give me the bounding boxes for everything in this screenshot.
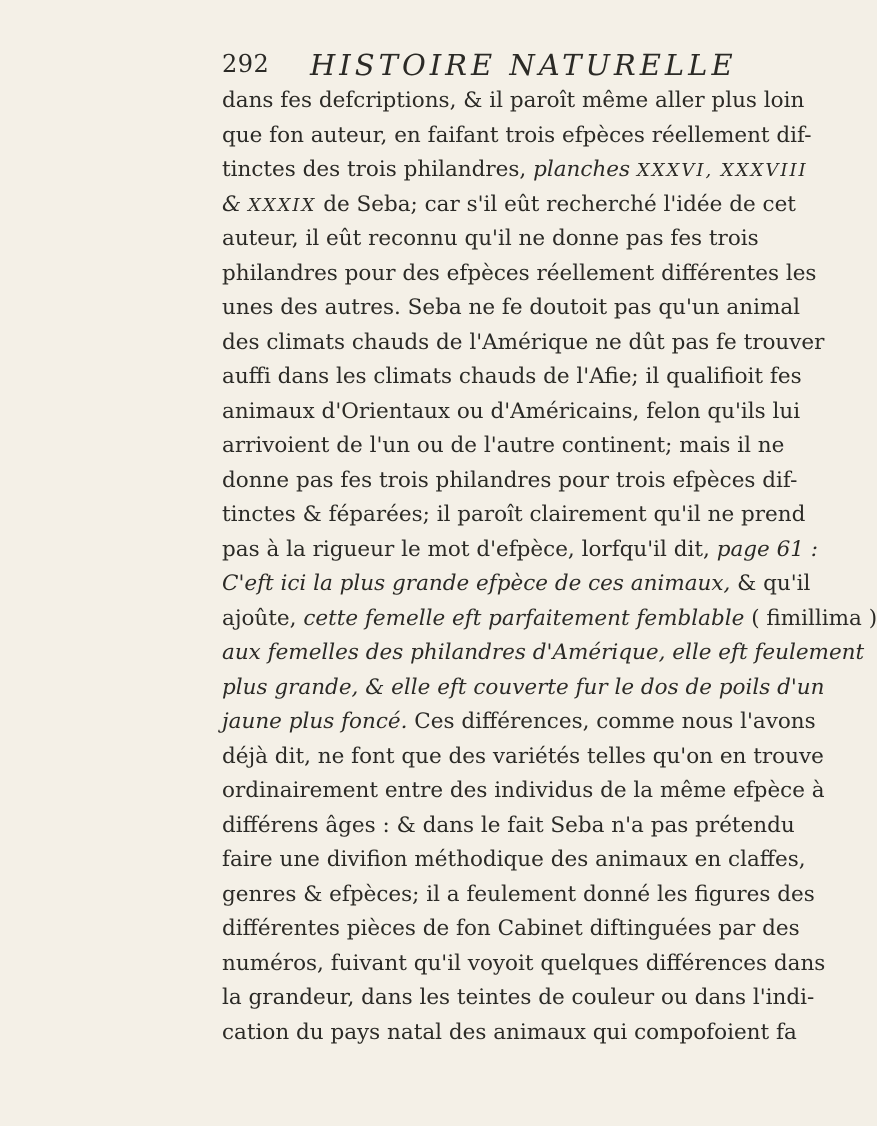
- text-line: [222, 1016, 797, 1051]
- text-run: ( fimillima ): [744, 605, 877, 631]
- text-line: [222, 809, 795, 844]
- page-number: 292: [222, 50, 270, 78]
- text-run: Ces différences, comme nous l'avons: [407, 709, 816, 734]
- text-run: ordinairement entre des individus de la même efpèce à: [222, 778, 825, 803]
- text-run: genres & efpèces; il a feulement donné les figures des: [222, 881, 815, 907]
- text-line: [222, 84, 805, 119]
- text-line: [222, 740, 824, 775]
- plate-numeral: XXXIX: [247, 194, 317, 216]
- text-line: [222, 153, 808, 188]
- text-run: ajoûte,: [222, 605, 304, 631]
- text-run: pas à la rigueur le mot d'efpèce, lorfqu'il dit,: [222, 536, 717, 562]
- text-run: différentes pièces de fon Cabinet diftinguées par des: [222, 916, 800, 941]
- text-line: [222, 636, 865, 671]
- text-line: [222, 119, 812, 154]
- text-line: [222, 567, 811, 602]
- text-run: cation du pays natal des animaux qui compofoient fa: [222, 1019, 797, 1045]
- text-run: dans fes defcriptions, & il paroît même aller plus loin: [222, 88, 805, 113]
- text-run: déjà dit, ne font que des variétés telles qu'on en trouve: [222, 743, 824, 769]
- text-run: des climats chauds de l'Amérique ne dût pas fe trouver: [222, 329, 825, 355]
- italic-run: C'eft ici la plus grande efpèce de ces animaux,: [222, 571, 731, 596]
- text-line: [222, 326, 825, 361]
- text-line: [222, 947, 826, 982]
- text-line: [222, 774, 825, 809]
- text-run: arrivoient de l'un ou de l'autre continent; mais il ne: [222, 433, 785, 458]
- text-run: & qu'il: [730, 571, 811, 596]
- text-line: [222, 188, 796, 223]
- text-run: donne pas fes trois philandres pour trois efpèces dif-: [222, 467, 798, 493]
- text-run: la grandeur, dans les teintes de couleur ou dans l'indi-: [222, 985, 815, 1010]
- text-line: [222, 291, 801, 326]
- italic-run: planches: [533, 157, 637, 182]
- text-line: [222, 360, 802, 395]
- italic-run: cette femelle eft parfaitement femblable: [303, 605, 745, 631]
- italic-run: &: [222, 191, 248, 217]
- italic-run: jaune plus foncé.: [222, 709, 408, 734]
- text-line: [222, 257, 817, 292]
- text-run: de Seba; car s'il eût recherché l'idée de cet: [316, 191, 796, 217]
- text-run: philandres pour des efpèces réellement différentes les: [222, 260, 817, 286]
- text-line: [222, 429, 785, 464]
- body-text: [222, 84, 877, 1050]
- text-run: animaux d'Orientaux ou d'Américains, felon qu'ils lui: [222, 398, 801, 424]
- text-line: [222, 843, 806, 878]
- text-line: [222, 878, 815, 913]
- text-line: [222, 222, 759, 257]
- text-run: tinctes & féparées; il paroît clairement qu'il ne prend: [222, 502, 806, 527]
- running-title: HISTOIRE NATURELLE: [310, 48, 737, 82]
- text-line: [222, 498, 806, 533]
- text-run: tinctes des trois philandres,: [222, 157, 534, 182]
- text-line: [222, 395, 801, 430]
- text-run: auffi dans les climats chauds de l'Afie; il qualifioit fes: [222, 364, 802, 389]
- text-run: faire une divifion méthodique des animaux en claffes,: [222, 847, 806, 872]
- text-run: auteur, il eût reconnu qu'il ne donne pas fes trois: [222, 226, 759, 251]
- text-run: différens âges : & dans le fait Seba n'a pas prétendu: [222, 812, 795, 838]
- page-header: [222, 48, 737, 88]
- plate-numeral: XXXVI, XXXVIII: [636, 160, 808, 181]
- text-line: [222, 912, 800, 947]
- text-line: [222, 602, 877, 637]
- text-line: [222, 671, 825, 706]
- italic-run: plus grande, & elle eft couverte fur le dos de poils d'un: [222, 674, 825, 700]
- text-line: [222, 981, 815, 1016]
- italic-run: page 61 :: [716, 536, 819, 562]
- text-run: numéros, fuivant qu'il voyoit quelques différences dans: [222, 950, 826, 976]
- italic-run: aux femelles des philandres d'Amérique, elle eft feulement: [222, 640, 865, 665]
- text-run: que fon auteur, en faifant trois efpèces réellement dif-: [222, 122, 812, 148]
- text-line: [222, 464, 798, 499]
- text-line: [222, 533, 819, 568]
- text-run: unes des autres. Seba ne fe doutoit pas qu'un animal: [222, 295, 801, 320]
- text-line: [222, 705, 816, 740]
